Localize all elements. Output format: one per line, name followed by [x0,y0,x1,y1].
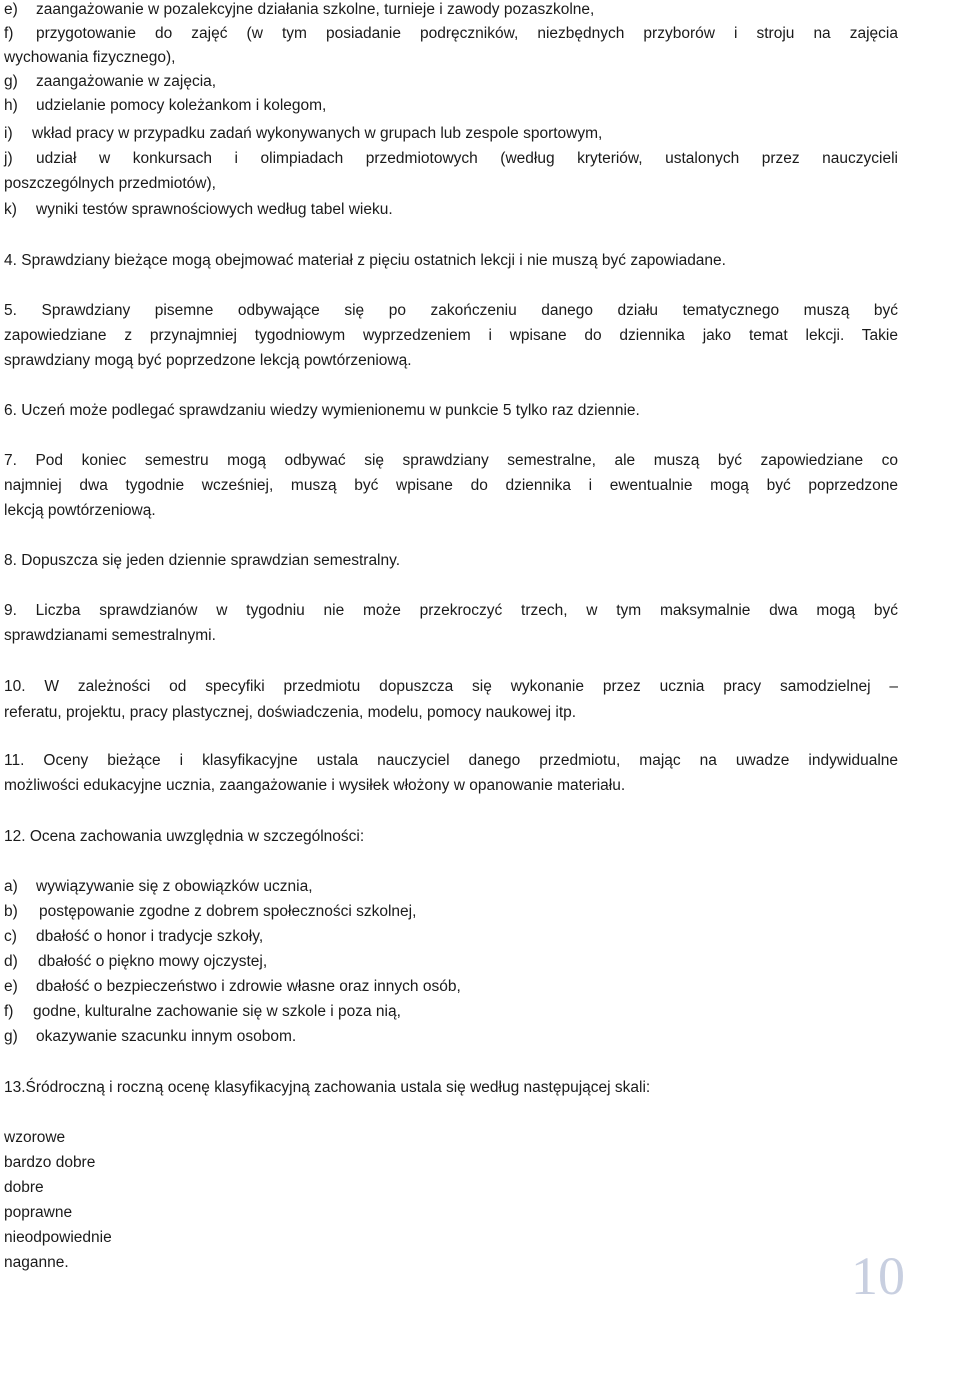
list-item: b) postępowanie zgodne z dobrem społeczności szkolnej, [4,903,417,920]
list-item-continuation: poszczególnych przedmiotów), [4,175,216,192]
scale-item: wzorowe [4,1129,66,1146]
paragraph-8: 8. Dopuszcza się jeden dziennie sprawdzian semestralny. [4,552,401,569]
list-item: h) udzielanie pomocy koleżankom i kolegom, [4,97,327,114]
list-item-continuation: wychowania fizycznego), [4,49,176,66]
paragraph-6: 6. Uczeń może podlegać sprawdzaniu wiedzy wymienionemu w punkcie 5 tylko raz dziennie. [4,402,640,419]
list-item: g) okazywanie szacunku innym osobom. [4,1028,297,1045]
list-item: d) dbałość o piękno mowy ojczystej, [4,953,268,970]
paragraph-7-line: najmniej dwa tygodnie wcześniej, muszą być wpisane do dziennika i ewentualnie mogą być poprzedzone [4,477,898,494]
list-item: e) zaangażowanie w pozalekcyjne działania szkolne, turnieje i zawody pozaszkolne, [4,1,595,18]
list-item: c) dbałość o honor i tradycje szkoły, [4,928,264,945]
paragraph-11-line: 11. Oceny bieżące i klasyfikacyjne ustala nauczyciel danego przedmiotu, mając na uwadze indywidualne [4,752,898,769]
scale-item: poprawne [4,1204,73,1221]
scale-item: dobre [4,1179,44,1196]
paragraph-5-line: 5. Sprawdziany pisemne odbywające się po zakończeniu danego działu tematycznego muszą być [4,302,898,319]
list-item: f) przygotowanie do zajęć (w tym posiadanie podręczników, niezbędnych przyborów i stroju na zajęcia [4,25,898,42]
list-item: f) godne, kulturalne zachowanie się w szkole i poza nią, [4,1003,401,1020]
paragraph-4: 4. Sprawdziany bieżące mogą obejmować materiał z pięciu ostatnich lekcji i nie muszą być zapowiadane. [4,252,726,269]
paragraph-10-line: 10. W zależności od specyfiki przedmiotu dopuszcza się wykonanie przez ucznia pracy samodzielnej – [4,678,898,695]
scale-item: naganne. [4,1254,69,1271]
paragraph-13: 13.Śródroczną i roczną ocenę klasyfikacyjną zachowania ustala się według następującej skali: [4,1079,651,1096]
paragraph-11-line: możliwości edukacyjne ucznia, zaangażowanie i wysiłek włożony w opanowanie materiału. [4,777,626,794]
list-item: a) wywiązywanie się z obowiązków ucznia, [4,878,313,895]
paragraph-5-line: sprawdziany mogą być poprzedzone lekcją powtórzeniową. [4,352,412,369]
page-number: 10 [851,1246,905,1306]
paragraph-10-line: referatu, projektu, pracy plastycznej, doświadczenia, modelu, pomocy naukowej itp. [4,704,577,721]
paragraph-7-line: lekcją powtórzeniową. [4,502,156,519]
list-item: k) wyniki testów sprawnościowych według tabel wieku. [4,201,393,218]
list-item: g) zaangażowanie w zajęcia, [4,73,217,90]
paragraph-9-line: sprawdzianami semestralnymi. [4,627,216,644]
scale-item: bardzo dobre [4,1154,96,1171]
list-item: i) wkład pracy w przypadku zadań wykonywanych w grupach lub zespole sportowym, [4,125,603,142]
scale-item: nieodpowiednie [4,1229,112,1246]
paragraph-12: 12. Ocena zachowania uwzględnia w szczególności: [4,828,365,845]
paragraph-5-line: zapowiedziane z przynajmniej tygodniowym wyprzedzeniem i wpisane do dziennika jako temat lekcji. Takie [4,327,898,344]
paragraph-7-line: 7. Pod koniec semestru mogą odbywać się sprawdziany semestralne, ale muszą być zapowiedziane co [4,452,898,469]
list-item: e) dbałość o bezpieczeństwo i zdrowie własne oraz innych osób, [4,978,461,995]
paragraph-9-line: 9. Liczba sprawdzianów w tygodniu nie może przekroczyć trzech, w tym maksymalnie dwa mogą być [4,602,898,619]
list-item: j) udział w konkursach i olimpiadach przedmiotowych (według kryteriów, ustalonych przez nauczycieli [4,150,898,167]
